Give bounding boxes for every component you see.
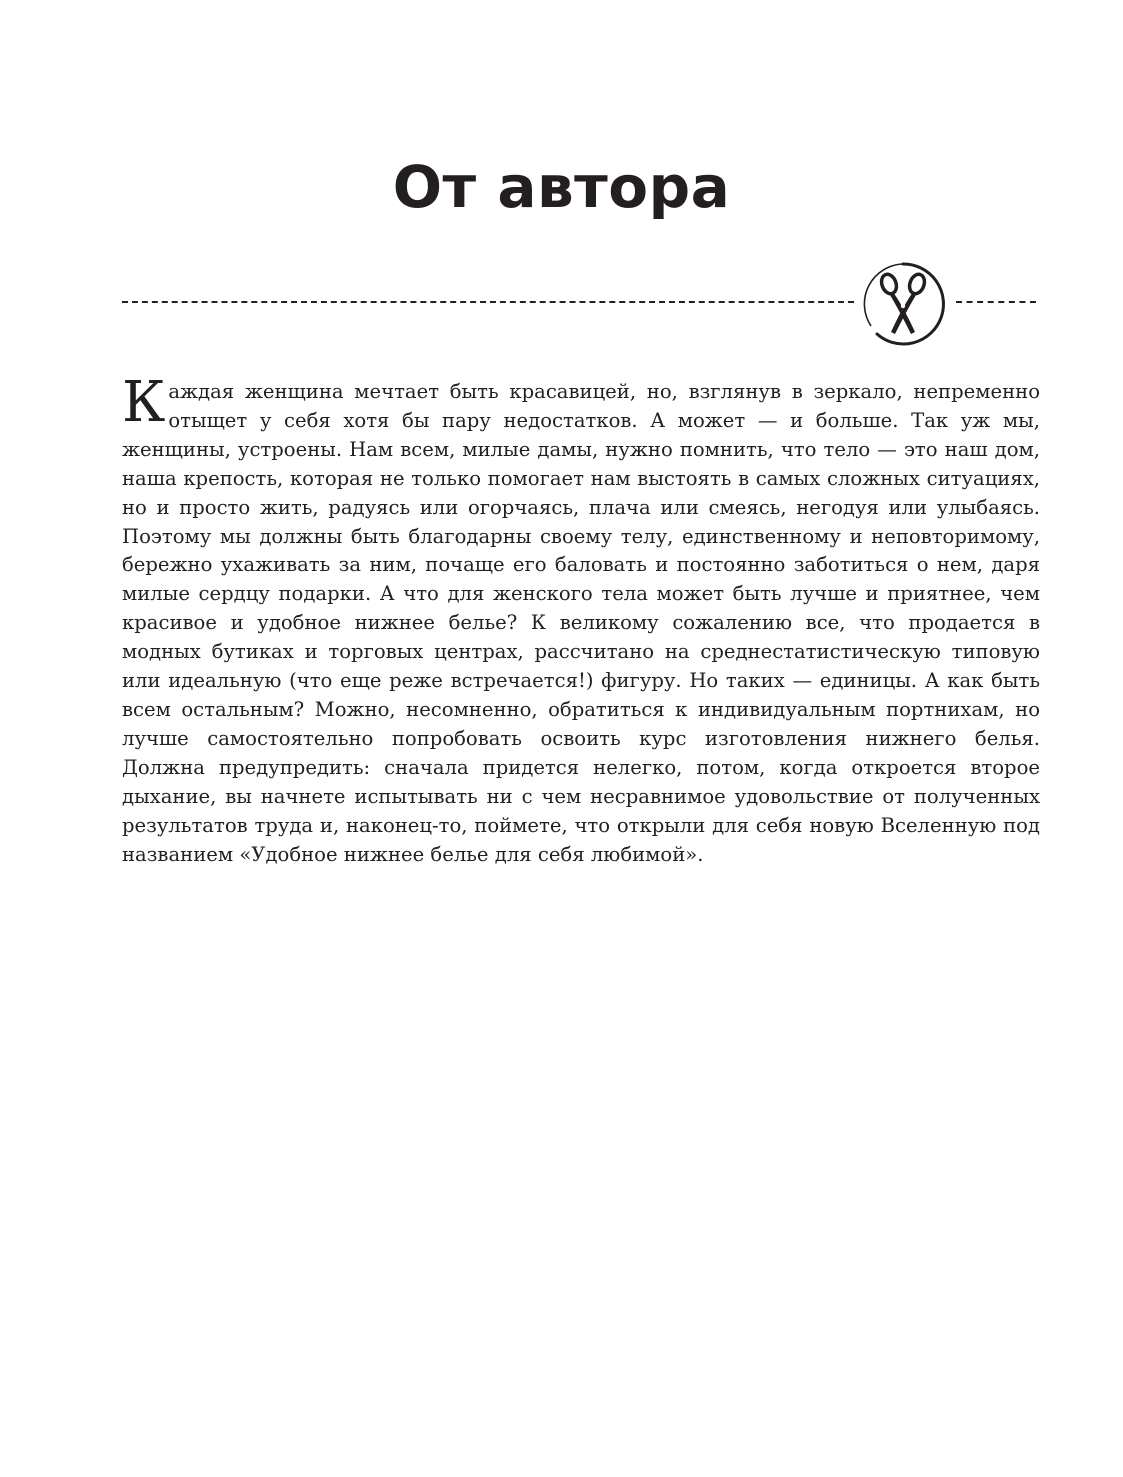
body-paragraph <box>122 370 1040 869</box>
dashed-rule-left <box>122 301 854 303</box>
page-title: От автора <box>392 153 731 221</box>
scissors-divider <box>118 258 1048 348</box>
scissors-icon <box>859 260 947 348</box>
drop-cap: К <box>122 370 166 435</box>
dashed-rule-right <box>956 301 1036 303</box>
body-text: аждая женщина мечтает быть красавицей, но, взглянув в зеркало, непременно отыщет у себя хотя бы пару недостатков. А может — и больше. Так уж мы, женщины, устроены. Нам всем, милые дамы, нужно помнить, что тело — это наш дом, наша крепость, которая не только помогает нам выстоять в самых сложных ситуациях, но и просто жить, радуясь или огорчаясь, плача или смеясь, негодуя или улыбаясь. Поэтому мы должны быть благодарны своему телу, единственному и неповторимому, бережно ухаживать за ним, почаще его баловать и постоянно заботиться о нем, даря милые сердцу подарки. А что для женского тела может быть лучше и приятнее, чем красивое и удобное нижнее белье? К великому сожалению все, что продается в модных бутиках и торговых центрах, рассчитано на среднестатистическую типовую или идеальную (что еще реже встречается!) фигуру. Но таких — единицы. А как быть всем остальным? Можно, несомненно, обратиться к индивидуальным портнихам, но лучше самостоятельно попробовать освоить курс изготовления нижнего белья. Должна предупредить: сначала придется нелегко, потом, когда откроется второе дыхание, вы начнете испытывать ни с чем несравнимое удовольствие от полученных результатов труда и, наконец-то, поймете, что открыли для себя новую Вселенную под названием «Удобное нижнее белье для себя любимой». <box>122 380 1040 866</box>
